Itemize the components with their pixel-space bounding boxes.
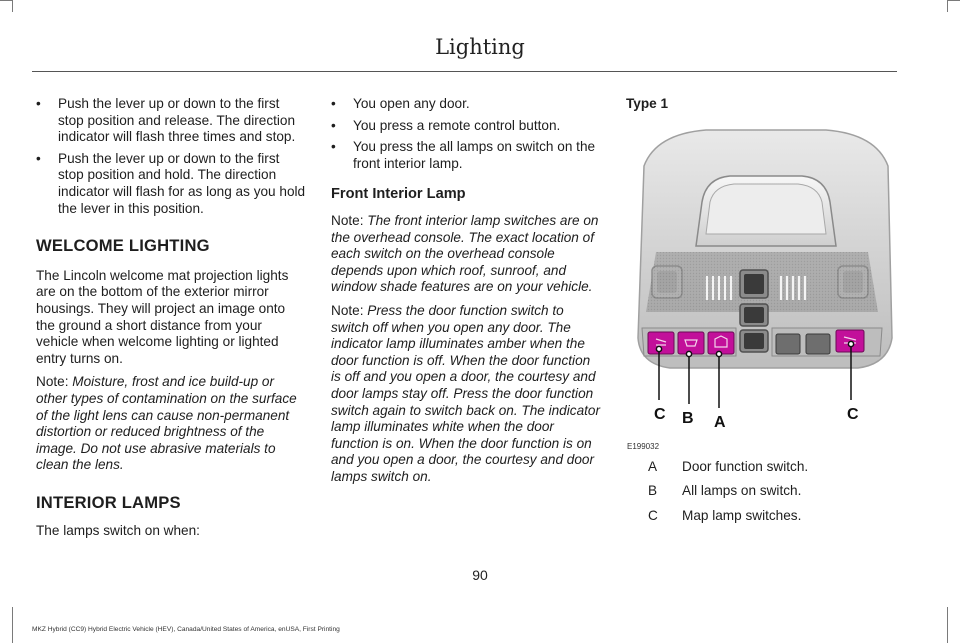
section-heading-front-interior-lamp: Front Interior Lamp: [331, 186, 466, 203]
section-heading-interior-lamps: INTERIOR LAMPS: [36, 492, 181, 512]
interior-paragraph: The lamps switch on when:: [36, 523, 200, 539]
list-item: • You open any door.: [331, 96, 470, 111]
legend-row: [626, 508, 898, 525]
welcome-paragraph: The Lincoln welcome mat projection lights are on the bottom of the exterior mirror housings. They will project an image onto the ground a short distance from your vehicle when welcome lighting or lighted entry turns on.: [36, 267, 289, 366]
callout-c-right: C: [847, 405, 859, 423]
list-item-text: You open any door.: [353, 96, 470, 111]
header-divider: [32, 71, 897, 72]
column-3: [626, 96, 898, 532]
welcome-note: [36, 374, 306, 474]
list-item: • You press the all lamps on switch on the front interior lamp.: [331, 139, 596, 171]
note-text: Moisture, frost and ice build-up or other types of contamination on the surface of the light lens can cause non-permanent distortion or reduced brightness of the image. Do not use abrasive materials to clean the lens.: [36, 374, 297, 473]
door-function-switch[interactable]: [708, 332, 734, 354]
callout-c-left: C: [654, 405, 666, 423]
list-item-text: You press a remote control button.: [353, 117, 561, 133]
list-item: • You press a remote control button.: [331, 117, 561, 133]
footer-text: MKZ Hybrid (CC9) Hybrid Electric Vehicle (HEV), Canada/United States of America, enUSA, First Printing: [32, 626, 340, 633]
legend-text: Door function switch.: [682, 458, 809, 474]
section-heading-welcome-lighting: WELCOME LIGHTING: [36, 236, 210, 256]
crop-mark: [12, 607, 13, 643]
list-item-text: Push the lever up or down to the first stop position and hold. The direction indicator will flash for as long as you hold the lever in this position.: [58, 150, 306, 216]
column-2: [331, 96, 603, 485]
legend-key: A: [648, 458, 658, 474]
figure-legend: [626, 459, 898, 525]
list-item-text: You press the all lamps on switch on the front interior lamp.: [353, 139, 596, 171]
legend-text: All lamps on switch.: [682, 483, 802, 499]
crop-mark: [0, 0, 12, 1]
note-text: The front interior lamp switches are on the overhead console. The exact location of each switch on the overhead console depends upon which roof, sunroof, and window shade features are on your vehicle.: [331, 212, 599, 295]
legend-text: Map lamp switches.: [682, 507, 802, 523]
overhead-console-illustration: [626, 116, 898, 451]
crop-mark: [12, 0, 13, 12]
all-lamps-on-switch[interactable]: [678, 332, 704, 354]
note-text: Press the door function switch to switch off when you open any door. The indicator lamp illuminates amber when the door function is off. When the door function is off and you open a door, the courtesy and door lamps stay off. Press the door function switch again to switch back on. The indicator lamp illuminates white when the door function is on. When the door function is on and you open a door, the courtesy and door lamps switch on.: [331, 302, 600, 484]
crop-mark: [947, 607, 948, 643]
page-number: 90: [472, 567, 488, 583]
column-1: [36, 96, 306, 540]
crop-mark: [948, 0, 960, 1]
callout-a: A: [714, 413, 726, 431]
legend-row: [626, 483, 898, 500]
crop-mark: [947, 0, 948, 12]
callout-b: B: [682, 409, 694, 427]
bullet-list: [36, 96, 306, 217]
list-item: • Push the lever up or down to the first stop position and release. The direction indicator will flash three times and stop.: [36, 96, 296, 145]
legend-key: B: [648, 483, 658, 499]
page-title: Lighting: [435, 35, 525, 59]
list-item-text: Push the lever up or down to the first stop position and release. The direction indicator will flash three times and stop.: [58, 96, 296, 145]
front-note-2: [331, 303, 603, 486]
figure-type-label: Type 1: [626, 96, 669, 111]
overhead-console-figure: [626, 116, 898, 451]
list-item: • Push the lever up or down to the first stop position and hold. The direction indicator will flash for as long as you hold the lever in this position.: [36, 150, 306, 216]
note-label: Note:: [331, 212, 364, 228]
figure-code: E199032: [627, 441, 660, 451]
bullet-list: [331, 96, 603, 172]
note-label: Note:: [36, 374, 69, 390]
note-label: Note:: [331, 302, 364, 318]
legend-row: [626, 459, 898, 476]
legend-key: C: [648, 507, 658, 523]
front-note-1: [331, 213, 603, 296]
